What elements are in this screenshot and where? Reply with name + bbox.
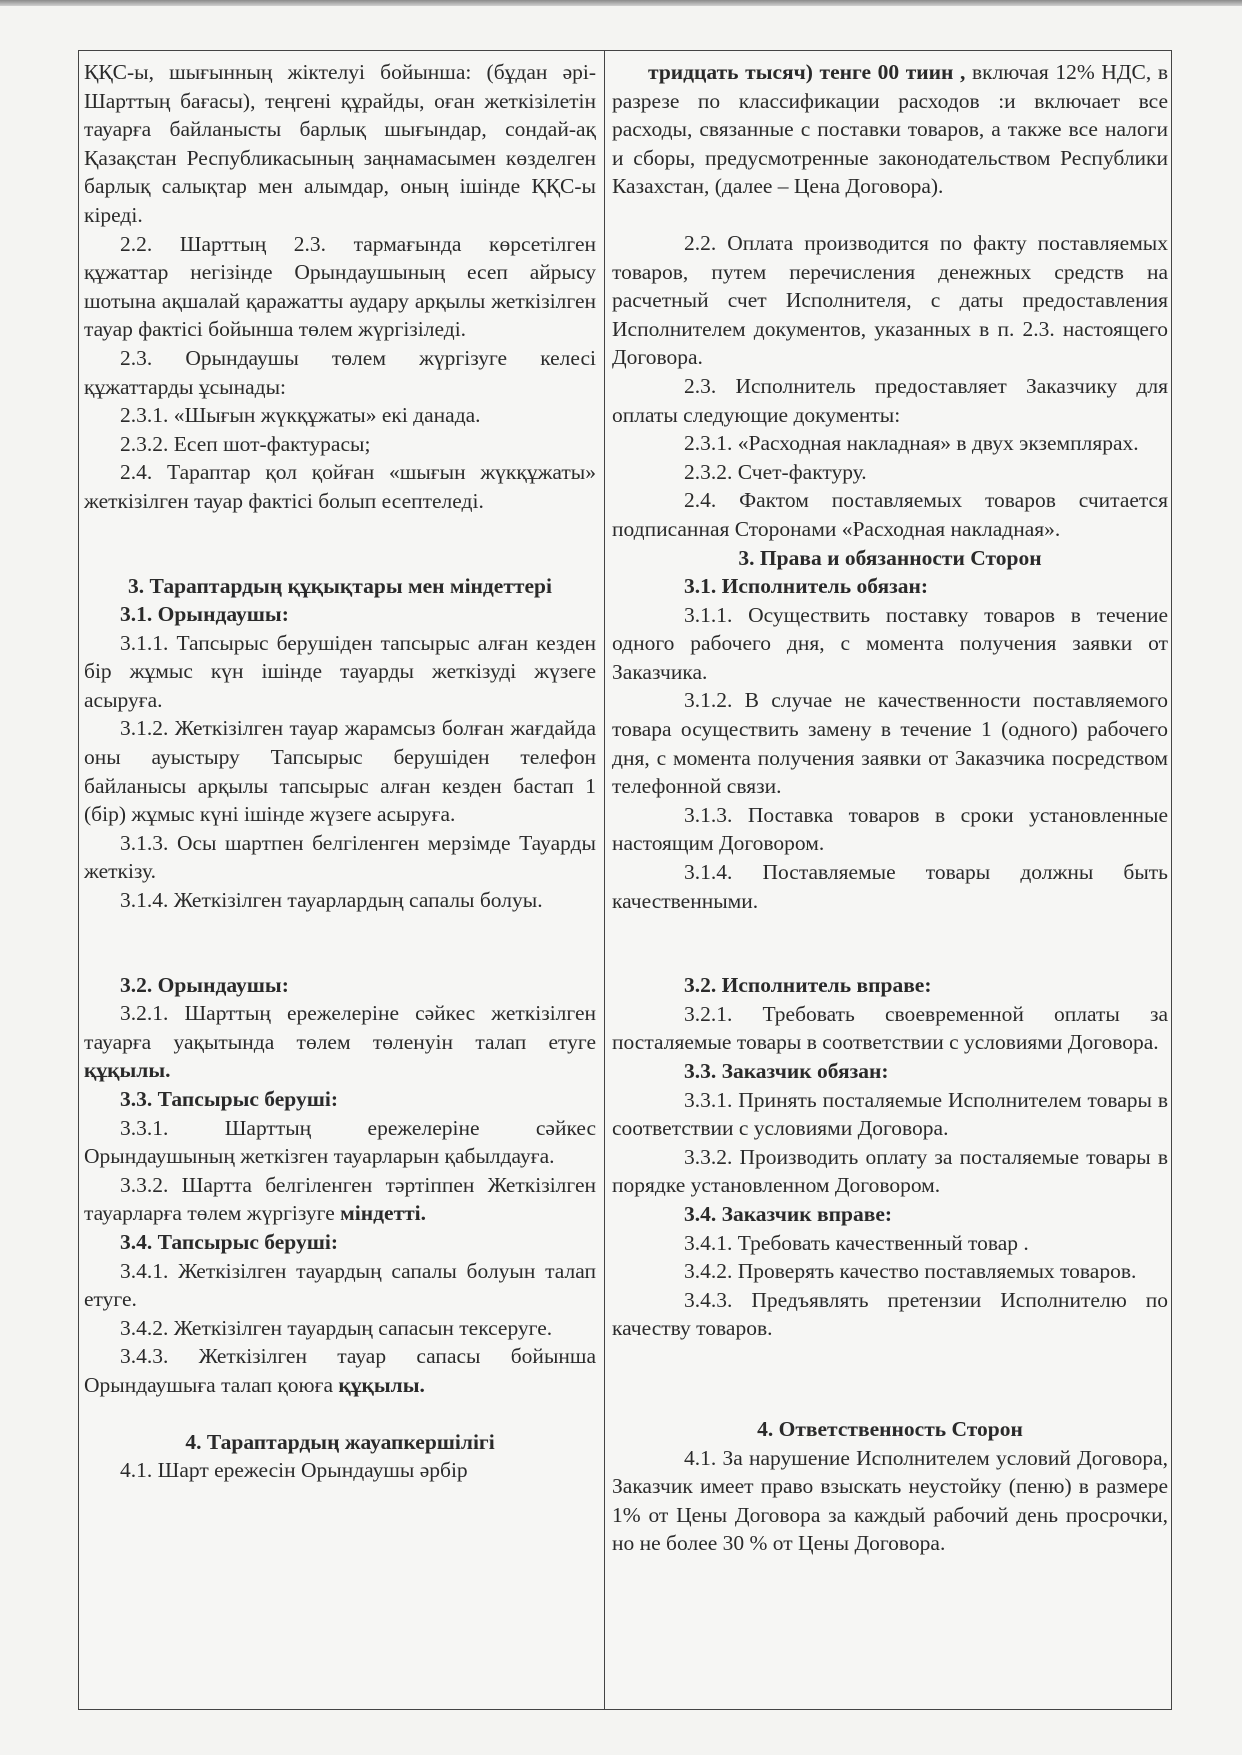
paragraph: [612, 601, 1168, 687]
paragraph-text: 3.4.1. Жеткізілген тауардың сапалы болуын талап етуге.: [84, 1258, 596, 1312]
paragraph-text: 3.4.1. Требовать качественный товар .: [684, 1230, 1029, 1255]
paragraph: [612, 429, 1168, 458]
paragraph: [84, 999, 596, 1085]
paragraph-text: 3.2. Исполнитель вправе:: [684, 973, 932, 998]
paragraph: [612, 1143, 1168, 1200]
paragraph: [84, 829, 596, 886]
paragraph-text: 2.2. Оплата производится по факту поставляемых товаров, путем перечисления денежных средств на расчетный счет Исполнителя, с даты предоставления Исполнителем документов, указанных в п. 2.3. настоящего Договора.: [612, 230, 1168, 370]
section-heading: [612, 971, 1168, 1000]
scan-top-edge: [0, 0, 1242, 6]
paragraph-text: 2.3.2. Есеп шот-фактурасы;: [120, 431, 371, 456]
paragraph: [84, 1342, 596, 1399]
section-heading: [612, 572, 1168, 601]
paragraph-text: 3.1.1. Тапсырыс берушіден тапсырыс алған кезден бір жұмыс күн ішінде тауарды жеткізуді жүзеге асыруға.: [84, 630, 596, 712]
paragraph-text: 3.3.2. Производить оплату за посталяемые товары в порядке установленном Договором.: [612, 1144, 1168, 1198]
paragraph-text: 3.3. Тапсырыс беруші:: [120, 1087, 338, 1111]
paragraph: [612, 1086, 1168, 1143]
paragraph: [84, 629, 596, 715]
paragraph-gap: [84, 915, 596, 971]
paragraph-text: 2.3.2. Счет-фактуру.: [684, 459, 867, 484]
paragraph-text: 3.3.1. Шарттың ережелеріне сәйкес Орындаушының жеткізген тауарларын қабылдауға.: [84, 1115, 596, 1169]
paragraph: [84, 1257, 596, 1314]
paragraph-gap: [612, 1343, 1168, 1415]
paragraph-text: 3.4.2. Проверять качество поставляемых товаров.: [684, 1259, 1137, 1284]
paragraph: [84, 1456, 596, 1485]
section-heading: [84, 572, 596, 601]
paragraph-text: 3. Тараптардың құқықтары мен міндеттері: [128, 573, 552, 598]
paragraph: [84, 430, 596, 459]
paragraph-text: 3.3.1. Принять посталяемые Исполнителем товары в соответствии с условиями Договора.: [612, 1087, 1168, 1141]
paragraph: [612, 1000, 1168, 1057]
paragraph-text: 3.3.2. Шартта белгіленген тәртіппен Жеткізілген тауарларға төлем жүргізуге: [84, 1172, 596, 1226]
paragraph: [612, 229, 1168, 372]
paragraph-text: 3.4.3. Жеткізілген тауар сапасы бойынша Орындаушыға талап қоюға: [84, 1344, 596, 1397]
paragraph-gap: [612, 201, 1168, 229]
paragraph-text: 3.1.3. Поставка товаров в сроки установленные настоящим Договором.: [612, 802, 1168, 856]
section-heading: [84, 1428, 596, 1457]
column-divider: [604, 50, 605, 1710]
bold-text: құқылы.: [332, 1372, 425, 1397]
paragraph-text: 4. Тараптардың жауапкершілігі: [185, 1429, 495, 1454]
paragraph-text: 2.3. Исполнитель предоставляет Заказчику для оплаты следующие документы:: [612, 373, 1168, 427]
paragraph-text: 3.4. Тапсырыс беруші:: [120, 1229, 338, 1254]
paragraph: [84, 58, 596, 230]
paragraph: [612, 58, 1168, 201]
paragraph-text: 3.1.4. Жеткізілген тауарлардың сапалы болуы.: [120, 888, 543, 913]
paragraph-text: 2.4. Фактом поставляемых товаров считается подписанная Сторонами «Расходная накладная».: [612, 488, 1168, 541]
paragraph: [612, 1229, 1168, 1258]
paragraph-text: 3.3. Заказчик обязан:: [684, 1059, 889, 1083]
paragraph: [84, 886, 596, 915]
paragraph: [612, 1444, 1168, 1558]
section-heading: [612, 1200, 1168, 1229]
section-heading: [612, 544, 1168, 573]
paragraph: [84, 714, 596, 828]
paragraph-text: 3. Права и обязанности Сторон: [738, 545, 1042, 570]
paragraph-text: 3.4.2. Жеткізілген тауардың сапасын тексеруге.: [120, 1315, 553, 1340]
bold-text: міндетті.: [334, 1201, 427, 1226]
paragraph-text: 2.3. Орындаушы төлем жүргізуге келесі құжаттарды ұсынады:: [84, 345, 596, 399]
paragraph-text: 3.2.1. Требовать своевременной оплаты за посталяемые товары в соответствии с условиями Договора.: [612, 1001, 1168, 1055]
kazakh-column: [84, 58, 596, 1485]
section-heading: [84, 1228, 596, 1257]
paragraph-text: 3.1.2. Жеткізілген тауар жарамсыз болған жағдайда оны ауыстыру Тапсырыс берушіден телефон байланысы арқылы тапсырыс алған кезден бастап 1 (бір) жұмыс күні ішінде жүзеге асыруға.: [84, 716, 596, 827]
paragraph-gap: [84, 516, 596, 572]
paragraph-gap: [84, 1400, 596, 1428]
paragraph-text: 3.1.1. Осуществить поставку товаров в течение одного рабочего дня, с момента получения заявки от Заказчика.: [612, 602, 1168, 684]
paragraph-text: ҚҚС-ы, шығынның жіктелуі бойынша: (бұдан әрі-Шарттың бағасы), теңгені құрайды, оған жеткізілетін тауарға байланысты барлық шығындар, сондай-ақ Қазақстан Республикасының заңнамасымен көзделген барлық салықтар мен алымдар, оның ішінде ҚҚС-ы кіреді.: [84, 60, 596, 227]
paragraph: [612, 1257, 1168, 1286]
section-heading: [612, 1415, 1168, 1444]
bold-text: құқылы.: [84, 1058, 171, 1083]
paragraph-text: 3.1. Исполнитель обязан:: [684, 574, 929, 599]
bold-text: тридцать тысяч) тенге 00 тиин ,: [648, 60, 966, 84]
paragraph-text: 3.4. Заказчик вправе:: [684, 1201, 893, 1226]
paragraph: [612, 858, 1168, 915]
paragraph: [612, 372, 1168, 429]
paragraph-text: включая 12% НДС, в разрезе по классификации расходов :и включает все расходы, связанные с поставки товаров, а также все налоги и сборы, предусмотренные законодательством Республики Казахстан, (далее – Цена Договора).: [612, 60, 1168, 199]
paragraph-text: 3.1.3. Осы шартпен белгіленген мерзімде Тауарды жеткізу.: [84, 830, 596, 884]
paragraph: [612, 686, 1168, 800]
paragraph-text: 3.2. Орындаушы:: [120, 972, 289, 997]
paragraph: [612, 458, 1168, 487]
paragraph-text: 2.3.1. «Расходная накладная» в двух экземплярах.: [684, 431, 1139, 456]
paragraph-text: 3.1.4. Поставляемые товары должны быть качественными.: [612, 860, 1168, 913]
paragraph-text: 2.3.1. «Шығын жүкқұжаты» екі данада.: [120, 403, 481, 428]
paragraph-gap: [612, 915, 1168, 971]
section-heading: [84, 971, 596, 1000]
section-heading: [612, 1057, 1168, 1086]
paragraph-text: 4.1. За нарушение Исполнителем условий Договора, Заказчик имеет право взыскать неустойку (пеню) в размере 1% от Цены Договора за каждый рабочий день просрочки, но не более 30 % от Цены Договора.: [612, 1445, 1168, 1556]
paragraph-text: 3.4.3. Предъявлять претензии Исполнителю по качеству товаров.: [612, 1287, 1168, 1341]
russian-column: [612, 58, 1168, 1558]
paragraph: [84, 1314, 596, 1343]
paragraph: [84, 458, 596, 515]
paragraph: [84, 230, 596, 344]
paragraph: [84, 401, 596, 430]
paragraph: [612, 1286, 1168, 1343]
paragraph: [84, 344, 596, 401]
paragraph-text: 4. Ответственность Сторон: [757, 1416, 1023, 1441]
paragraph: [612, 486, 1168, 543]
paragraph: [84, 1114, 596, 1171]
section-heading: [84, 1085, 596, 1114]
paragraph-text: 4.1. Шарт ережесін Орындаушы әрбір: [120, 1458, 468, 1483]
paragraph-text: 3.1. Орындаушы:: [120, 602, 289, 627]
paragraph: [612, 801, 1168, 858]
section-heading: [84, 600, 596, 629]
paragraph-text: 2.4. Тараптар қол қойған «шығын жүкқұжаты» жеткізілген тауар фактісі болып есептеледі.: [84, 460, 596, 513]
paragraph-text: 2.2. Шарттың 2.3. тармағында көрсетілген құжаттар негізінде Орындаушының есеп айрысу шотына ақшалай қаражатты аудару арқылы жеткізілген тауар фактісі бойынша төлем жүргізіледі.: [84, 231, 596, 342]
paragraph: [84, 1171, 596, 1228]
paragraph-text: 3.1.2. В случае не качественности поставляемого товара осуществить замену в течение 1 (одного) рабочего дня, с момента получения заявки от Заказчика посредством телефонной связи.: [612, 688, 1168, 799]
paragraph-text: 3.2.1. Шарттың ережелеріне сәйкес жеткізілген тауарға уақытында төлем төленуін талап етуге: [84, 1001, 596, 1054]
